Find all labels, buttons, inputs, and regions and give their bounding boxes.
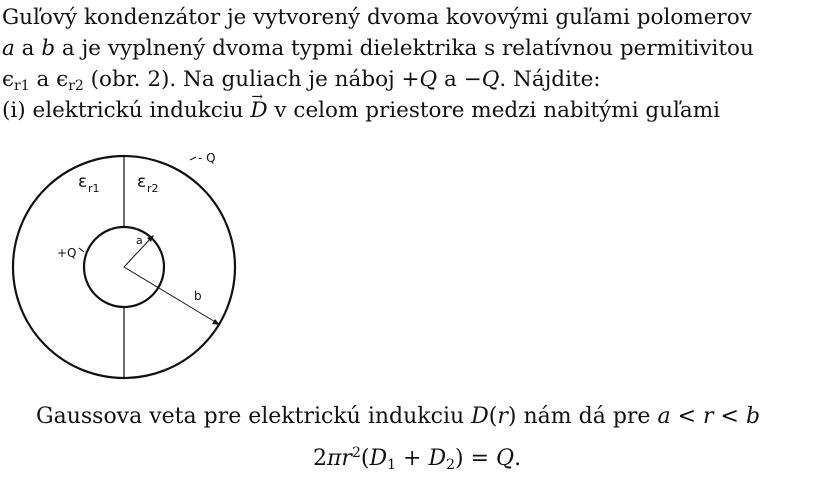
symbol-r: r [341,446,352,471]
problem-line-3 [2,64,828,95]
radius-a-label: a [136,234,143,247]
text-fragment: a [29,67,57,92]
eq-fragment: ) = [455,446,497,471]
exponent: 2 [351,445,361,461]
radius-b-label: b [194,289,202,303]
symbol-r: r [703,404,714,429]
problem-line-2 [2,33,828,64]
text-fragment: a − [437,67,482,92]
problem-statement [2,2,828,126]
epsilon-r2-symbol: ε [137,172,147,192]
problem-line-4 [2,95,828,126]
symbol-b: b [41,36,56,61]
subscript-1: 1 [387,457,397,473]
text-fragment: < [670,404,703,429]
text-fragment: (i) elektrickú indukciu [2,98,251,123]
symbol-q: Q [419,67,438,92]
pos-charge-label: +Q [57,246,77,260]
symbol-d2: D [428,446,447,471]
symbol-b: b [745,404,761,429]
symbol-pi: π [326,446,342,471]
epsilon-r1-subscript: r1 [88,182,100,195]
symbol-a: a [2,36,15,61]
charge-pointer-pos [79,248,84,252]
radius-b-line [124,267,217,323]
eq-fragment: ( [360,446,370,471]
subscript-2: 2 [446,457,455,473]
capacitor-figure [0,140,240,386]
text-fragment: < [713,404,746,429]
vector-d: → D [250,95,267,126]
text-fragment: . Nájdite: [499,67,601,92]
epsilon-r2-subscript: r2 [147,182,159,195]
epsilon-symbol: ϵ [56,67,69,92]
text-fragment: ( [488,404,498,429]
symbol-q: Q [481,67,500,92]
text-fragment: ) nám dá pre [507,404,658,429]
eq-fragment: + [396,446,429,471]
symbol-d: D [471,404,489,429]
text-fragment: a je vyplnený dvoma typmi dielektrika s relatívnou permitivitou [55,36,754,61]
charge-pointer-neg [190,157,196,160]
symbol-r: r [497,404,508,429]
symbol-q: Q [496,446,515,471]
text-fragment: v celom priestore medzi nabitými guľami [267,98,720,123]
symbol-a: a [657,404,671,429]
text-fragment: (obr. 2). Na guliach je náboj + [83,67,420,92]
text-fragment: a [14,36,42,61]
eq-fragment: 2 [312,446,327,471]
problem-line-1: Guľový kondenzátor je vytvorený dvoma kovovými guľami polomerov [2,5,752,30]
radius-b-arrowhead [212,319,220,325]
subscript-r1: r1 [14,78,30,94]
neg-charge-label: - Q [198,151,216,165]
text-fragment: Gaussova veta pre elektrickú indukciu [36,404,472,429]
eq-fragment: . [514,446,522,471]
epsilon-symbol: ϵ [2,67,15,92]
epsilon-r1-symbol: ε [78,172,88,192]
symbol-d1: D [369,446,388,471]
gauss-law-equation [0,444,834,474]
gauss-law-sentence [36,402,816,432]
subscript-r2: r2 [68,78,84,94]
